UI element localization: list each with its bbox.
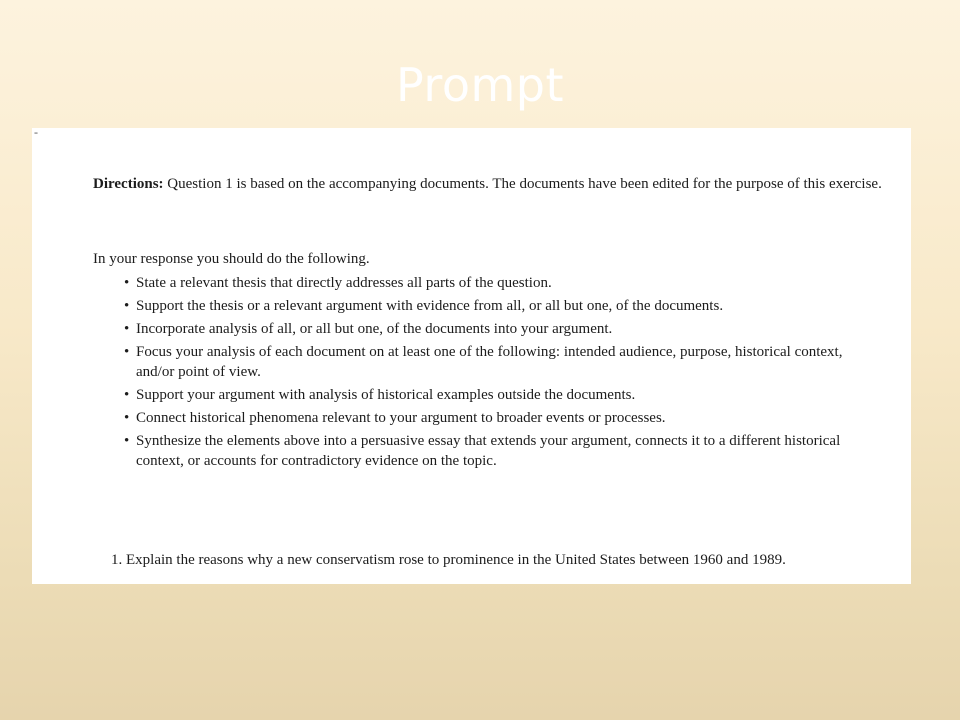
instructions-intro: In your response you should do the following.: [93, 251, 370, 267]
list-item: • State a relevant thesis that directly addresses all parts of the question.: [124, 273, 884, 293]
essay-question: 1. Explain the reasons why a new conservatism rose to prominence in the United States between 1960 and 1989.: [111, 552, 786, 568]
list-item: • Incorporate analysis of all, or all but one, of the documents into your argument.: [124, 319, 884, 339]
directions-text: Question 1 is based on the accompanying documents. The documents have been edited for the purpose of this exercise.: [163, 176, 882, 192]
instructions-list: [124, 273, 884, 474]
list-item: • Synthesize the elements above into a persuasive essay that extends your argument, connects it to a different historical context, or accounts for contradictory evidence on the topic.: [124, 431, 884, 471]
list-item: • Support your argument with analysis of historical examples outside the documents.: [124, 385, 884, 405]
directions-label: Directions:: [93, 176, 164, 192]
list-item: • Support the thesis or a relevant argument with evidence from all, or all but one, of the documents.: [124, 296, 884, 316]
list-item: • Connect historical phenomena relevant to your argument to broader events or processes.: [124, 408, 884, 428]
document-image: [32, 125, 911, 584]
list-item: • Focus your analysis of each document on at least one of the following: intended audience, purpose, historical context, and/or point of view.: [124, 342, 884, 382]
slide-title: Prompt: [395, 58, 565, 112]
stray-mark: -: [34, 125, 38, 139]
directions-paragraph: [93, 174, 883, 194]
